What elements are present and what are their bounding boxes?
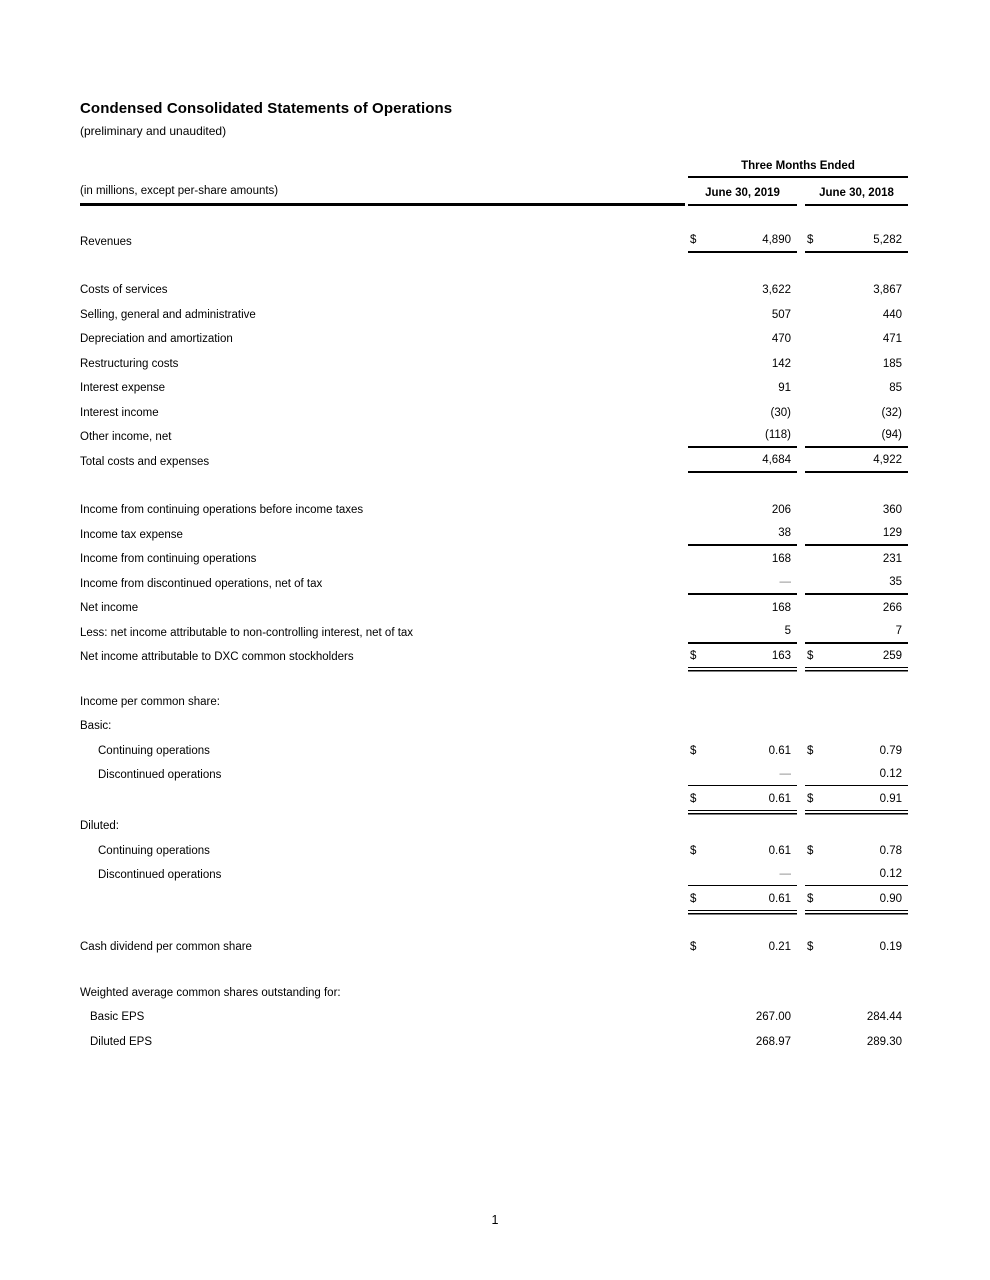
units-note: (in millions, except per-share amounts)	[80, 178, 685, 206]
row-label: Less: net income attributable to non-controlling interest, net of tax	[80, 626, 414, 639]
column-gap	[797, 934, 805, 959]
dollar-sign: $	[690, 233, 697, 246]
column-gap	[797, 688, 805, 713]
value-cell	[688, 762, 797, 787]
dollar-sign: $	[807, 744, 814, 757]
value-cell	[805, 862, 908, 887]
column-gap	[797, 595, 805, 620]
row-costs-of-services	[80, 277, 908, 302]
dollar-sign: $	[807, 233, 814, 246]
document-title: Condensed Consolidated Statements of Operations	[80, 100, 453, 117]
value-cell	[805, 375, 908, 400]
value: 3,622	[762, 284, 791, 296]
value-cell	[688, 521, 797, 546]
row-label: Diluted:	[80, 820, 119, 832]
value: 38	[778, 526, 791, 539]
value-cell	[805, 277, 908, 302]
value-cell	[688, 448, 797, 473]
row-net-income-dxc-stockholders	[80, 644, 908, 669]
value: 259	[882, 650, 902, 662]
row-diluted-continuing	[80, 837, 908, 862]
dollar-sign: $	[807, 792, 814, 805]
column-header-row	[80, 178, 908, 206]
row-label: Total costs and expenses	[80, 455, 210, 468]
value-cell	[805, 521, 908, 546]
value: —	[779, 768, 791, 780]
value: 470	[771, 333, 791, 345]
value: 168	[771, 553, 791, 565]
value: 0.19	[879, 941, 902, 953]
value-cell	[688, 979, 797, 1004]
value-cell	[805, 688, 908, 713]
dollar-sign: $	[807, 650, 814, 662]
value-cell	[688, 326, 797, 351]
value-cell	[688, 570, 797, 595]
value-cell	[805, 595, 908, 620]
column-gap	[797, 786, 805, 811]
row-label: Weighted average common shares outstanding for:	[80, 986, 341, 999]
value-cell	[688, 786, 797, 811]
value: 206	[771, 504, 791, 516]
value-cell	[688, 399, 797, 424]
column-header-2019: June 30, 2019	[688, 178, 797, 206]
value: 4,922	[873, 453, 902, 466]
value-cell	[688, 1028, 797, 1053]
dollar-sign: $	[690, 744, 697, 757]
value-cell	[805, 762, 908, 787]
value: 0.61	[768, 844, 791, 857]
column-gap	[797, 862, 805, 887]
value-cell	[688, 277, 797, 302]
value-cell	[688, 424, 797, 449]
value-cell	[688, 497, 797, 522]
row-label: Other income, net	[80, 431, 172, 443]
row-label: Costs of services	[80, 284, 168, 296]
dollar-sign: $	[807, 844, 814, 857]
row-basic-total	[80, 786, 908, 811]
dollar-sign: $	[807, 941, 814, 953]
column-header-2018: June 30, 2018	[805, 178, 908, 206]
value: 267.00	[755, 1011, 791, 1023]
value-cell	[805, 301, 908, 326]
dollar-sign: $	[690, 941, 697, 953]
value-cell	[688, 619, 797, 644]
value: 7	[895, 624, 902, 637]
value: (32)	[881, 406, 902, 419]
value: 268.97	[755, 1035, 791, 1048]
value: 0.78	[879, 844, 902, 857]
row-label: Diluted EPS	[90, 1035, 153, 1048]
row-cash-dividend	[80, 934, 908, 959]
column-gap	[797, 713, 805, 738]
value-cell	[805, 934, 908, 959]
value: 35	[889, 575, 902, 588]
row-revenues	[80, 228, 908, 253]
value: (118)	[765, 429, 791, 441]
row-label: Discontinued operations	[98, 869, 222, 881]
value: 3,867	[873, 284, 902, 296]
value: 5	[784, 624, 791, 637]
row-label: Income from continuing operations before income taxes	[80, 504, 364, 516]
dollar-sign: $	[690, 844, 697, 857]
value-cell	[805, 837, 908, 862]
row-income-continuing-before-taxes	[80, 497, 908, 522]
value: —	[779, 575, 791, 588]
row-label: Cash dividend per common share	[80, 941, 252, 953]
row-basic-discontinued	[80, 762, 908, 787]
row-label: Income from continuing operations	[80, 553, 257, 565]
value: 0.79	[879, 744, 902, 757]
column-gap	[797, 886, 805, 911]
row-diluted-eps	[80, 1028, 908, 1053]
column-gap	[797, 619, 805, 644]
value: 0.21	[768, 941, 791, 953]
column-gap	[797, 326, 805, 351]
value-cell	[805, 326, 908, 351]
page-number: 1	[491, 1213, 499, 1227]
value-cell	[805, 713, 908, 738]
value-cell	[805, 644, 908, 669]
value-cell	[688, 350, 797, 375]
value: 0.61	[768, 744, 791, 757]
row-label: Restructuring costs	[80, 357, 179, 370]
table-header	[80, 160, 908, 206]
row-diluted-discontinued	[80, 862, 908, 887]
period-header: Three Months Ended	[688, 160, 908, 178]
value-cell	[688, 737, 797, 762]
value-cell	[805, 1028, 908, 1053]
row-interest-income	[80, 399, 908, 424]
row-label: Income tax expense	[80, 528, 183, 541]
column-gap	[797, 762, 805, 787]
dollar-sign: $	[690, 792, 697, 805]
value-cell	[805, 813, 908, 838]
value-cell	[805, 350, 908, 375]
row-income-tax-expense	[80, 521, 908, 546]
row-label: Selling, general and administrative	[80, 308, 256, 321]
value: 266	[882, 602, 902, 614]
value: 360	[882, 504, 902, 516]
value: 5,282	[873, 233, 902, 246]
value-cell	[805, 619, 908, 644]
value-cell	[688, 301, 797, 326]
row-basic-heading	[80, 713, 908, 738]
value-cell	[805, 737, 908, 762]
row-label: Depreciation and amortization	[80, 333, 233, 345]
row-other-income-net	[80, 424, 908, 449]
row-restructuring-costs	[80, 350, 908, 375]
value-cell	[688, 595, 797, 620]
value-cell	[688, 644, 797, 669]
value-cell	[688, 375, 797, 400]
value-cell	[805, 448, 908, 473]
dollar-sign: $	[807, 892, 814, 905]
value: 0.12	[879, 768, 902, 780]
value: (94)	[881, 429, 902, 441]
column-gap	[797, 350, 805, 375]
row-net-income	[80, 595, 908, 620]
row-label: Income per common share:	[80, 695, 220, 708]
value-cell	[805, 546, 908, 571]
row-label: Interest expense	[80, 382, 166, 394]
value: 0.61	[768, 892, 791, 905]
column-gap	[797, 570, 805, 595]
value-cell	[688, 934, 797, 959]
row-weighted-average-heading	[80, 979, 908, 1004]
row-income-discontinued-operations	[80, 570, 908, 595]
row-diluted-total	[80, 886, 908, 911]
column-gap	[797, 448, 805, 473]
value: 129	[882, 526, 902, 539]
value-cell	[805, 1004, 908, 1029]
row-label: Continuing operations	[98, 844, 210, 857]
value: 142	[771, 357, 791, 370]
value-cell	[688, 546, 797, 571]
value-cell	[688, 886, 797, 911]
column-gap	[797, 301, 805, 326]
value-cell	[688, 1004, 797, 1029]
value: 440	[882, 308, 902, 321]
value: 163	[771, 650, 791, 662]
value: (30)	[770, 406, 791, 419]
value: 0.61	[768, 792, 791, 805]
document-subtitle: (preliminary and unaudited)	[80, 124, 227, 138]
row-basic-eps	[80, 1004, 908, 1029]
column-gap	[797, 399, 805, 424]
value-cell	[688, 837, 797, 862]
value: 0.90	[879, 892, 902, 905]
column-gap	[797, 178, 805, 206]
value-cell	[688, 813, 797, 838]
row-label: Revenues	[80, 235, 132, 248]
value-cell	[805, 886, 908, 911]
column-gap	[797, 424, 805, 449]
value: 4,890	[762, 233, 791, 246]
column-gap	[797, 375, 805, 400]
row-income-continuing-operations	[80, 546, 908, 571]
value: 471	[882, 333, 902, 345]
column-gap	[797, 228, 805, 253]
value-cell	[688, 688, 797, 713]
row-label: Interest income	[80, 406, 159, 419]
header-spacer	[80, 160, 685, 178]
value-cell	[688, 862, 797, 887]
dollar-sign: $	[690, 892, 697, 905]
value: 85	[889, 382, 902, 394]
row-depreciation-amortization	[80, 326, 908, 351]
value: 4,684	[762, 453, 791, 466]
row-label	[80, 886, 685, 911]
row-less-non-controlling-interest	[80, 619, 908, 644]
column-gap	[797, 497, 805, 522]
row-label	[80, 786, 685, 811]
value-cell	[805, 570, 908, 595]
row-label: Income from discontinued operations, net of tax	[80, 577, 323, 590]
statement-content	[80, 100, 908, 1053]
row-diluted-heading	[80, 813, 908, 838]
column-gap	[797, 1028, 805, 1053]
value: 168	[771, 602, 791, 614]
value: 507	[771, 308, 791, 321]
column-gap	[797, 546, 805, 571]
row-label: Net income attributable to DXC common stockholders	[80, 651, 354, 663]
value: 284.44	[866, 1011, 902, 1023]
column-gap	[797, 277, 805, 302]
row-label: Continuing operations	[98, 744, 210, 757]
value-cell	[688, 228, 797, 253]
value: 0.12	[879, 868, 902, 880]
row-label: Basic:	[80, 720, 112, 732]
column-gap	[797, 813, 805, 838]
statement-rows	[80, 228, 908, 1053]
row-label: Basic EPS	[90, 1011, 145, 1023]
dollar-sign: $	[690, 650, 697, 662]
value: 289.30	[866, 1035, 902, 1048]
value-cell	[805, 979, 908, 1004]
row-label: Net income	[80, 602, 139, 614]
column-gap	[797, 521, 805, 546]
column-gap	[797, 1004, 805, 1029]
row-total-costs-expenses	[80, 448, 908, 473]
value: 231	[882, 553, 902, 565]
value-cell	[805, 228, 908, 253]
row-label: Discontinued operations	[98, 769, 222, 781]
column-gap	[797, 644, 805, 669]
value-cell	[805, 786, 908, 811]
value: 91	[778, 382, 791, 394]
row-basic-continuing	[80, 737, 908, 762]
value-cell	[688, 713, 797, 738]
value-cell	[805, 399, 908, 424]
period-header-row	[80, 160, 908, 178]
column-gap	[797, 979, 805, 1004]
value-cell	[805, 424, 908, 449]
column-gap	[797, 737, 805, 762]
row-income-per-share-heading	[80, 688, 908, 713]
column-gap	[797, 837, 805, 862]
value: 0.91	[879, 792, 902, 805]
value: —	[779, 868, 791, 880]
row-sga	[80, 301, 908, 326]
value: 185	[882, 357, 902, 370]
row-interest-expense	[80, 375, 908, 400]
value-cell	[805, 497, 908, 522]
